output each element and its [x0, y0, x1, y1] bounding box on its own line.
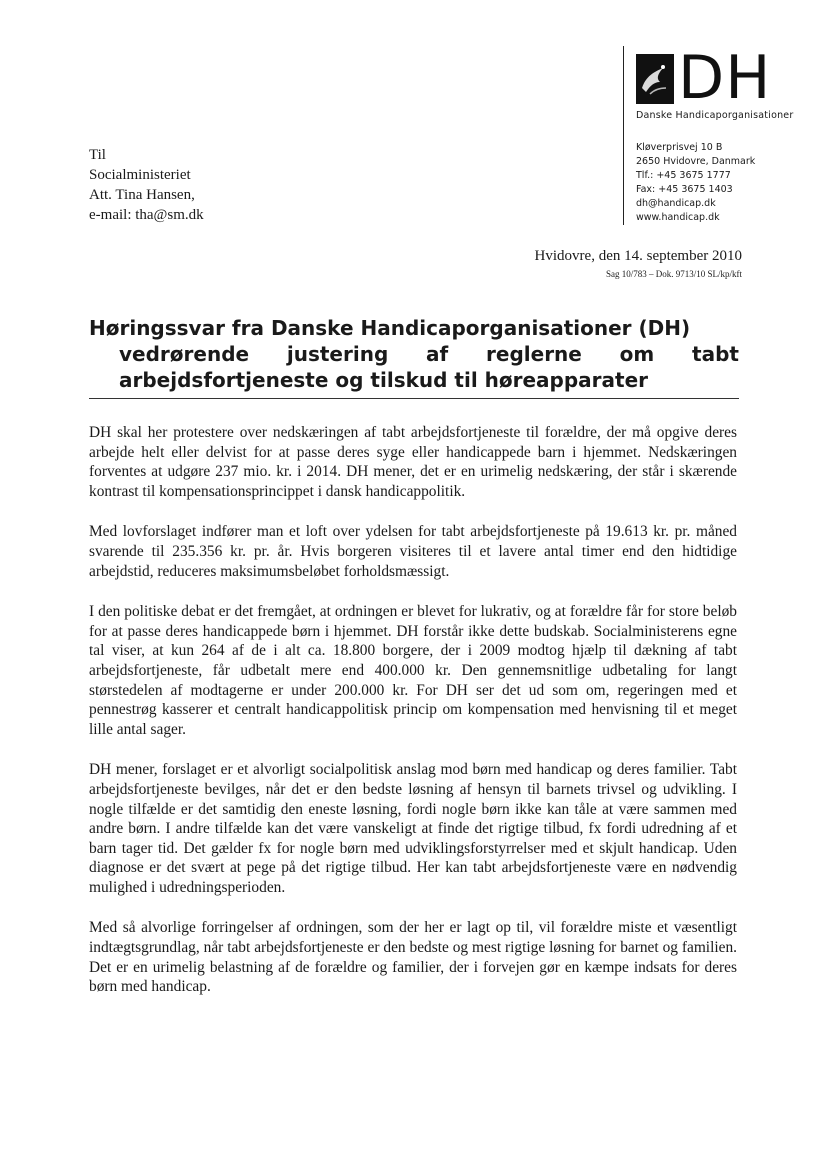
date-block — [535, 247, 742, 281]
case-reference: Sag 10/783 – Dok. 9713/10 SL/kp/kft — [605, 269, 742, 279]
body-paragraph: DH skal her protestere over nedskæringen af tabt arbejdsfortjeneste til forældre, der må opgive deres arbejde helt eller delvist for at passe deres syge eller handicappede barn i hjemmet. Nedskæringen forventes at udgøre 237 mio. kr. i 2014. DH mener, det er en urimelig nedskæring, der står i skærende kontrast til kompensationsprincippet i dansk handicappolitik. — [89, 424, 737, 500]
recipient-line: Socialministeriet — [89, 167, 191, 183]
body-paragraph: Med lovforslaget indfører man et loft over ydelsen for tabt arbejdsfortjeneste på 19.613 kr. pr. måned svarende til 235.356 kr. pr. år. Hvis borgeren visiteres til et lavere antal timer end den hidtidige arbejdstid, reduceres maksimumsbeløbet forholdsmæssigt. — [89, 523, 737, 580]
title-word: om — [619, 342, 655, 366]
title-word: justering — [286, 342, 389, 366]
title-word: vedrørende — [119, 342, 250, 366]
letterhead — [623, 43, 826, 225]
body-paragraph: I den politiske debat er det fremgået, at ordningen er blevet for lukrativ, og at forældre får for store beløb for at passe deres handicappede børn i hjemmet. DH forstår ikke dette budskab. Socialministerens egne tal viser, at kun 264 af de i alt ca. 18.800 borgere, der i 2009 modtog hjælp til dækning af tabt arbejdsfortjeneste, får udbetalt mere end 400.000 kr. Den gennemsnitlige udbetaling for langt størstedelen af modtagerne er under 200.000 kr. For DH ser det ud som om, regeringen med et pennestrøg kasserer et centralt handicappolitisk princip om kompensation med henvisning til et meget lille antal sager. — [89, 603, 737, 738]
website-link[interactable]: www.handicap.dk — [636, 212, 720, 223]
logo-text: DH — [678, 43, 772, 113]
title-line: arbejdsfortjeneste og tilskud til høreapparater — [119, 368, 649, 392]
date-line: Hvidovre, den 14. september 2010 — [534, 248, 742, 264]
recipient-block — [89, 145, 204, 225]
document-title — [89, 315, 739, 393]
phone: Tlf.: +45 3675 1777 — [636, 170, 731, 181]
address-line: 2650 Hvidovre, Danmark — [636, 156, 756, 167]
address-line: Kløverprisvej 10 B — [636, 142, 723, 153]
letter-body — [89, 423, 737, 1018]
org-name: Danske Handicaporganisationer — [636, 110, 794, 121]
fax: Fax: +45 3675 1403 — [636, 184, 733, 195]
org-contact — [636, 141, 826, 225]
title-line: Høringssvar fra Danske Handicaporganisationer (DH) — [89, 316, 691, 340]
recipient-line: Til — [89, 147, 106, 163]
recipient-line: Att. Tina Hansen, — [89, 187, 195, 203]
title-divider — [89, 398, 739, 399]
email-link[interactable]: dh@handicap.dk — [636, 198, 716, 209]
body-paragraph: Med så alvorlige forringelser af ordningen, som der her er lagt op til, vil forældre miste et væsentligt indtægtsgrundlag, når tabt arbejdsfortjeneste er den bedste og mest rigtige løsning for barnet og familien. Det er en urimelig belastning af de forældre og familier, der i forvejen gør en kæmpe indsats for deres børn med handicap. — [89, 919, 737, 996]
title-word: tabt — [692, 342, 739, 366]
bird-logo-icon — [636, 54, 674, 104]
logo — [636, 43, 826, 113]
body-paragraph: DH mener, forslaget er et alvorligt socialpolitisk anslag mod børn med handicap og deres familier. Tabt arbejdsfortjeneste bevilges, når det er den bedste løsning af hensyn til barnets trivsel og udvikling. I nogle tilfælde er det samtidig den eneste løsning, fordi nogle børn ikke kan tåle at være sammen med andre børn. I andre tilfælde kan det være vanskeligt at finde det rigtige tilbud, fx fordi udredning af et barn tager tid. Det gælder fx for nogle børn med udviklingsforstyrrelser med et skjult handicap. Uden diagnose er det svært at pege på det rigtige tilbud. Her kan tabt arbejdsfortjeneste være en nødvendig mulighed i udredningsperioden. — [89, 761, 737, 896]
title-line — [89, 341, 739, 367]
title-word: af — [426, 342, 449, 366]
recipient-email: e-mail: tha@sm.dk — [89, 207, 204, 223]
title-word: reglerne — [486, 342, 582, 366]
